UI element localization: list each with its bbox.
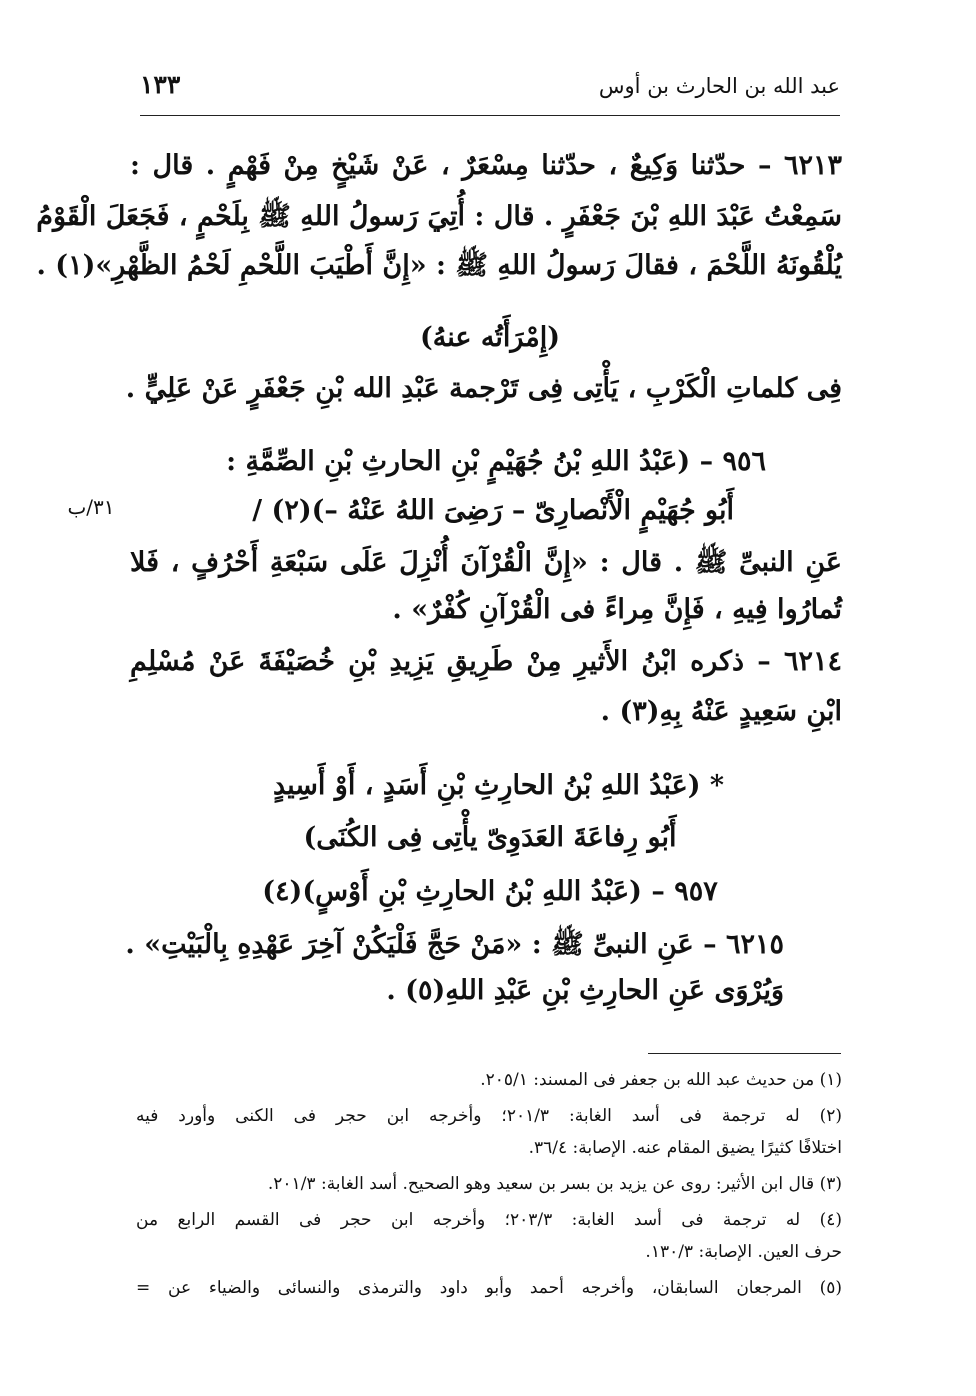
entry-heading: ٩٥٧ – (عَبْدُ اللهِ بْنُ الحارِثِ بْنِ أَوْسٍ)(٤) (262, 876, 718, 907)
footnote: حرف العين. الإصابة: ١٣٠/٣. (645, 1242, 842, 1262)
footnote-rule (648, 1053, 841, 1054)
entry-heading: ٩٥٦ – (عَبْدُ اللهِ بْنُ جُهَيْمٍ بْنِ الحارثِ بْنِ الصِّمَّةِ : (226, 446, 766, 477)
text-line: تُمارُوا فِيهِ ، فَإِنَّ مِراءً فى الْقُرْآنِ كُفْرٌ» . (392, 594, 842, 625)
footnote: (١) من حديث عبد الله بن جعفر فى المسند: ٢٠٥/١. (480, 1070, 842, 1090)
entry-heading: * (عَبْدُ اللهِ بْنُ الحارِثِ بْنِ أَسَدٍ ، أَوْ أَسِيدٍ (272, 770, 724, 801)
text-line: ابْنِ سَعِيدٍ عَنْهُ بِهِ(٣) . (600, 696, 842, 727)
header-title: عبد الله بن الحارث بن أوس (598, 74, 840, 98)
footnote: اختلافًا كثيرًا يضيق المقام عنه. الإصابة: ٣٦/٤. (528, 1138, 842, 1158)
text-line: ٦٢١٤ – ذكره ابْنُ الأَثيرِ مِنْ طَرِيقِ يَزِيدِ بْنِ خُصَيْفَةَ عَنْ مُسْلِمِ (130, 646, 842, 677)
footnote: (٣) قال ابن الأثير: روى عن يزيد بن بسر بن سعيد وهو الصحيح. أسد الغابة: ٢٠١/٣. (267, 1174, 842, 1194)
text-line: يُلْقُونَهُ اللَّحْمَ ، فقالَ رَسولُ اللهِ ﷺ : «إِنَّ أَطْيَبَ اللَّحْمِ لَحْمُ الظَّهْرِ»(١) . (36, 250, 842, 281)
text-line: ٦٢١٥ – عَنِ النبىِّ ﷺ : «مَنْ حَجَّ فَلْيَكُنْ آخِرَ عَهْدِهِ بِالْبَيْتِ» . (125, 929, 784, 960)
footnote: (٥) المرجعان السابقان، وأخرجه أحمد وأبو داود والترمذى والنسائى والضياء عن = (136, 1278, 842, 1298)
text-line: فِى كلماتِ الْكَرْبِ ، يَأْتِى فِى تَرْجمة عَبْدِ الله بْنِ جَعْفَرٍ عَنْ عَلِيٍّ . (125, 373, 842, 404)
entry-heading: أَبُو جُهَيْمٍ الْأَنْصارِىّ – رَضِىَ اللهُ عَنْهُ –)(٢) / (252, 495, 734, 526)
running-header (140, 68, 840, 108)
text-line: وَيُرْوَى عَنِ الحارِثِ بْنِ عَبْدِ اللهِ(٥) . (386, 975, 784, 1006)
text-line: سَمِعْتُ عَبْدَ اللهِ بْنَ جَعْفَرٍ . قال : أُتِيَ رَسولُ اللهِ ﷺ بِلَحْمٍ ، فَجَعَلَ الْقَوْمُ (36, 201, 842, 232)
footnote: (٢) له ترجمة فى أسد الغابة: ٢٠١/٣؛ وأخرجه ابن حجر فى الكنى وأورد فيه (136, 1106, 842, 1126)
text-line: عَنِ النبىِّ ﷺ . قال : «إِنَّ الْقُرْآنَ أُنْزِلَ عَلَى سَبْعَةِ أَحْرُفٍ ، فَلا (130, 547, 842, 578)
page-number: ١٣٣ (140, 70, 181, 99)
margin-folio-note: ٣١/ب (67, 495, 115, 519)
entry-heading: أَبُو رِفاعَةَ العَدَوِىّ يأْتِى فِى الكُنَى) (303, 822, 677, 853)
text-line: ٦٢١٣ – حدّثنا وَكِيعٌ ، حدّثنا مِسْعَرٌ ، عَنْ شَيْخٍ مِنْ فَهْمٍ . قال : (130, 150, 842, 181)
header-rule (140, 115, 840, 116)
footnote: (٤) له ترجمة فى أسد الغابة: ٢٠٣/٣؛ وأخرجه ابن حجر فى القسم الرابع من (136, 1210, 842, 1230)
section-heading: (إِمْرَأَتُه عنهُ) (419, 322, 561, 353)
